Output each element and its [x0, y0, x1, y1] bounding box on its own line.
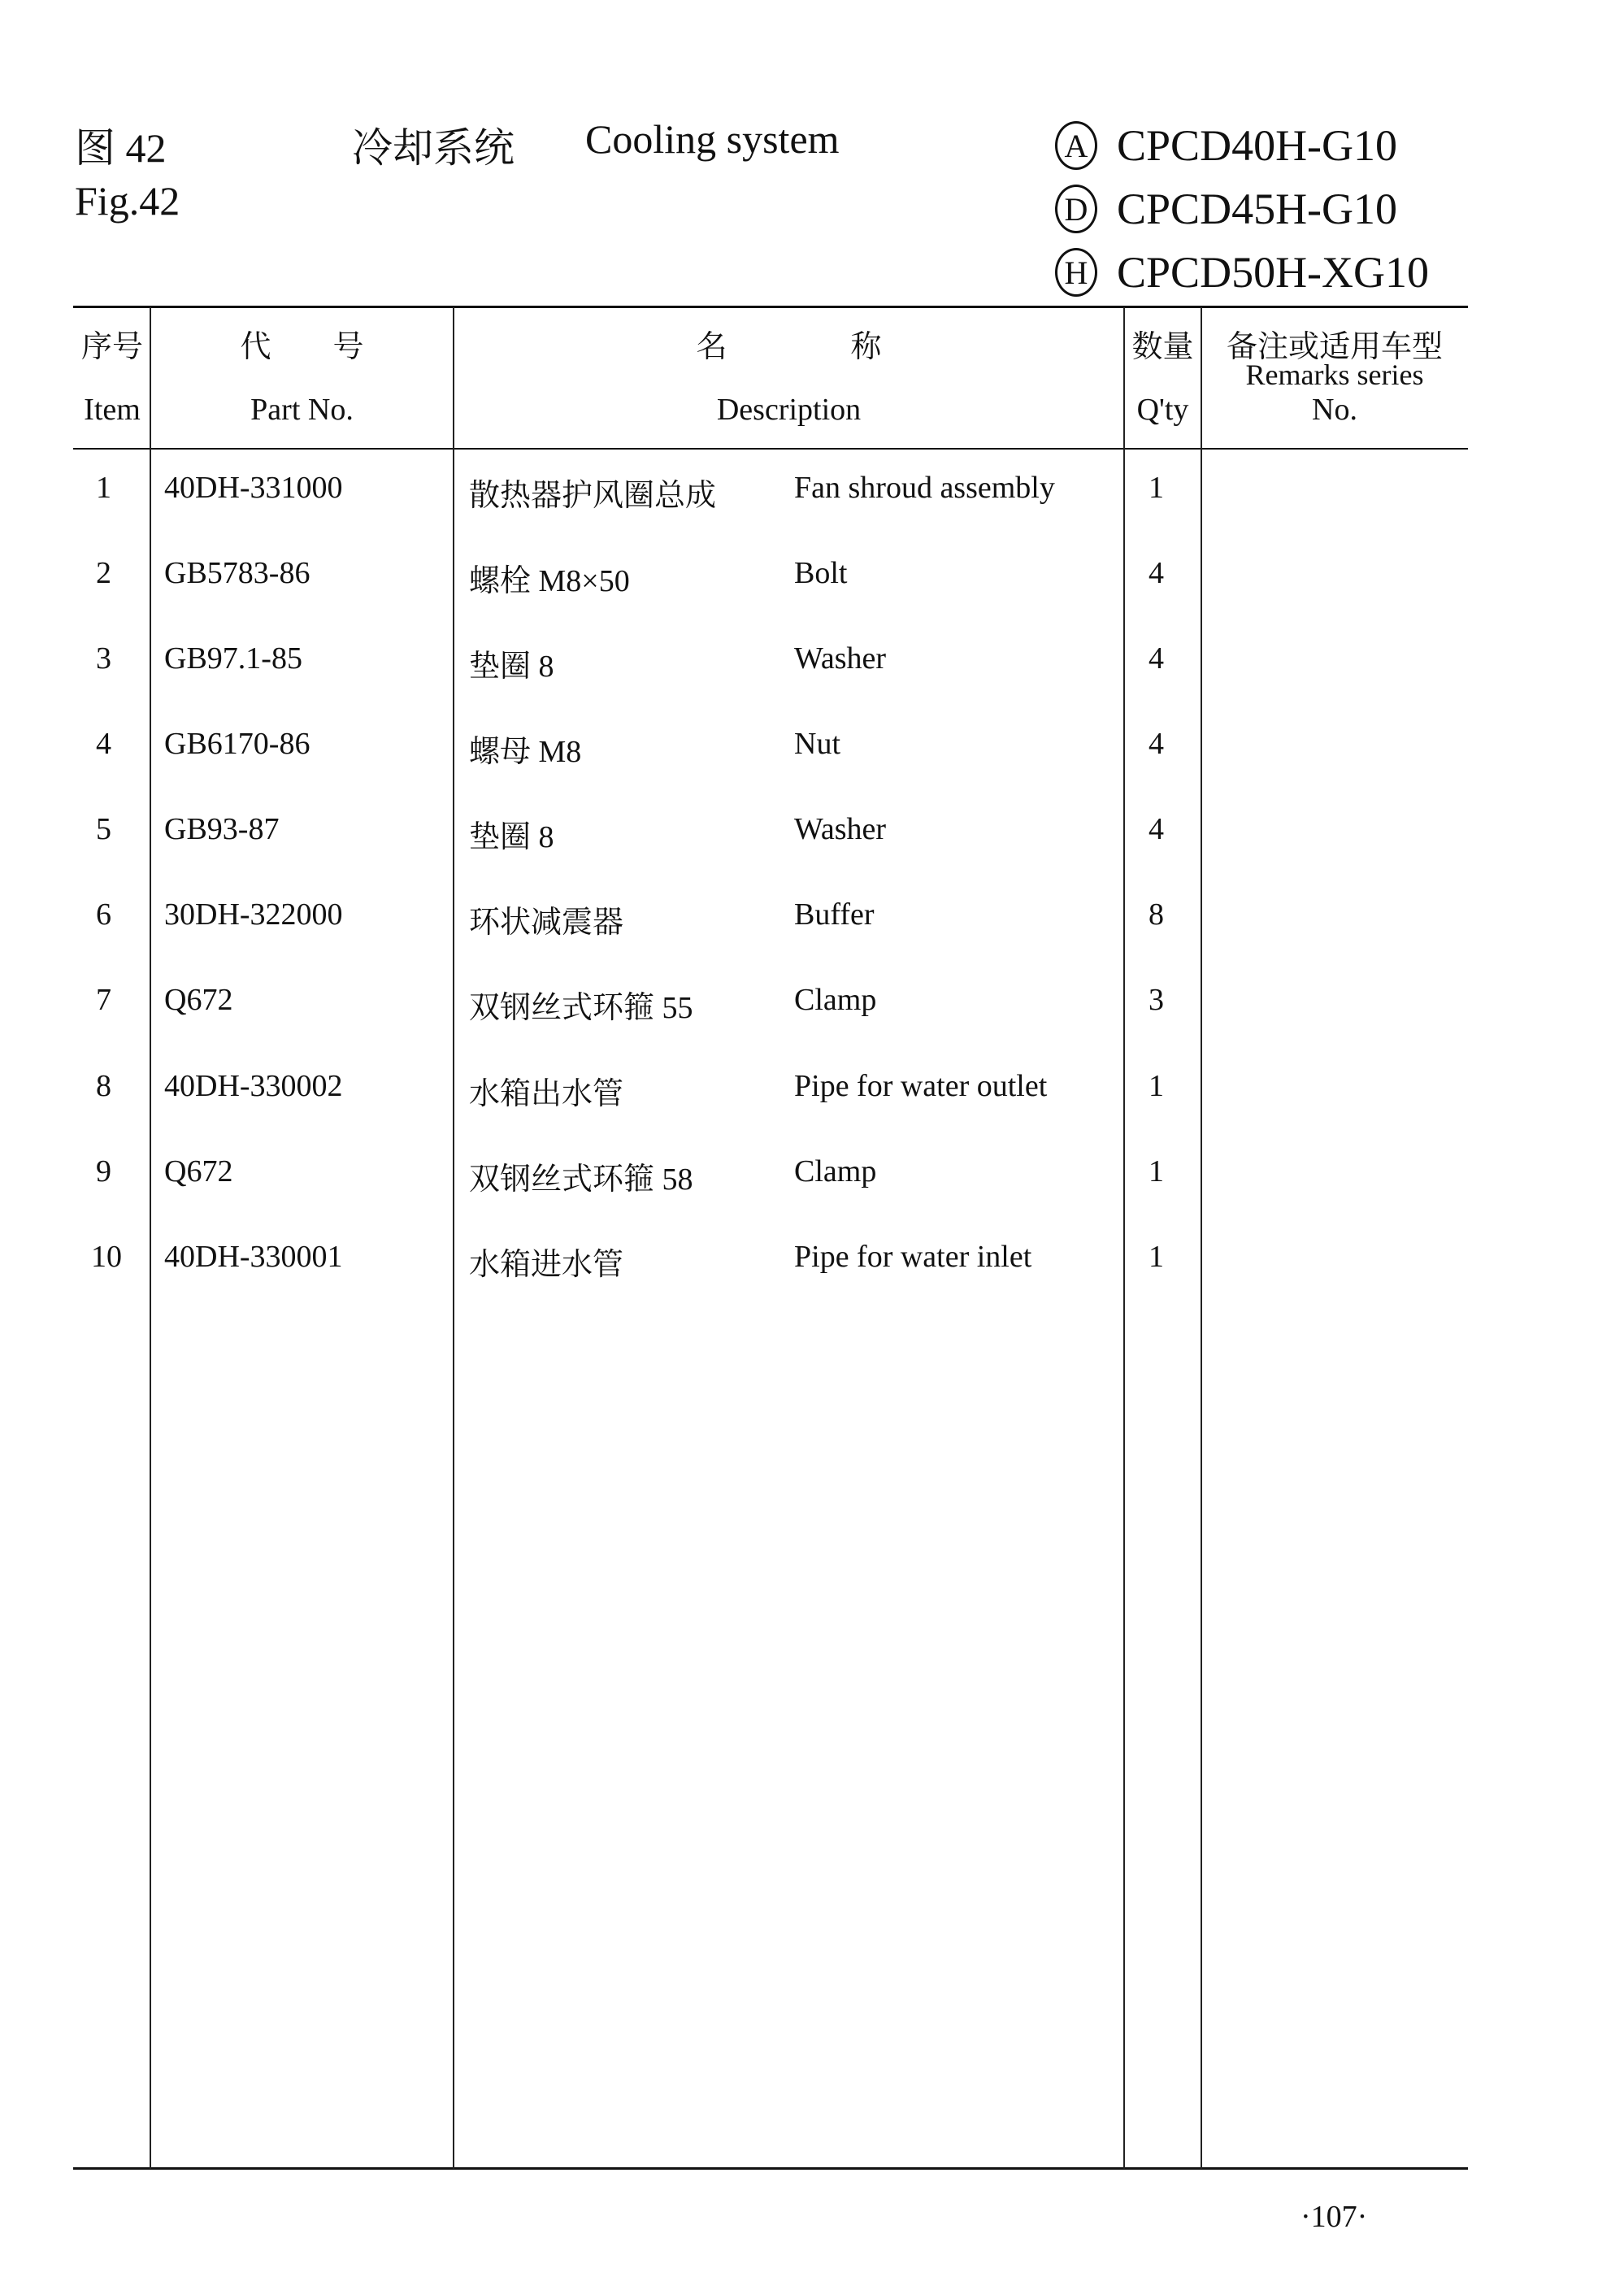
- qty-cell: 4: [1149, 812, 1164, 846]
- part-no-cell: GB5783-86: [164, 556, 310, 590]
- desc-cn-cell: 螺母 M8: [469, 735, 582, 769]
- desc-cn-cell: 水箱出水管: [469, 1077, 624, 1111]
- model-entry: [1055, 184, 1397, 234]
- desc-en-cell: Pipe for water inlet: [794, 1240, 1032, 1274]
- model-entry: [1055, 247, 1429, 298]
- qty-cell: 4: [1149, 727, 1164, 761]
- header-remarks-en-no: No.: [1312, 393, 1357, 427]
- part-no-cell: 40DH-330001: [164, 1240, 343, 1274]
- desc-en-cell: Buffer: [794, 897, 875, 932]
- table-bottom-border: [73, 2167, 1468, 2170]
- desc-en-cell: Pipe for water outlet: [794, 1069, 1048, 1103]
- header-item-en: Item: [84, 393, 141, 427]
- item-cell: 7: [96, 983, 111, 1017]
- column-divider: [1123, 307, 1125, 2169]
- header-description-en: Description: [716, 393, 862, 427]
- qty-cell: 4: [1149, 556, 1164, 590]
- column-divider: [1201, 307, 1202, 2169]
- desc-cn-cell: 螺栓 M8×50: [469, 564, 630, 598]
- header-remarks-en: Remarks series: [1245, 358, 1424, 391]
- table-top-border: [73, 306, 1468, 308]
- header-description-cn: 名 称: [696, 330, 882, 364]
- desc-en-cell: Fan shroud assembly: [794, 471, 1055, 505]
- desc-cn-cell: 水箱进水管: [469, 1248, 624, 1282]
- desc-cn-cell: 垫圈 8: [469, 650, 554, 684]
- item-cell: 1: [96, 471, 111, 505]
- qty-cell: 1: [1149, 1069, 1164, 1103]
- header-qty-cn: 数量: [1131, 330, 1194, 364]
- section-title-en: Cooling system: [585, 116, 840, 162]
- qty-cell: 1: [1149, 471, 1164, 505]
- model-name: CPCD45H-G10: [1117, 185, 1398, 233]
- desc-cn-cell: 双钢丝式环箍 58: [469, 1162, 693, 1197]
- desc-en-cell: Clamp: [794, 983, 877, 1017]
- circled-letter-icon: H: [1055, 248, 1097, 297]
- item-cell: 10: [91, 1240, 122, 1274]
- qty-cell: 1: [1149, 1240, 1164, 1274]
- model-entry: [1055, 120, 1397, 171]
- header-part-no-cn: 代 号: [240, 330, 364, 364]
- item-cell: 3: [96, 641, 111, 676]
- part-no-cell: GB6170-86: [164, 727, 310, 761]
- desc-en-cell: Washer: [794, 812, 886, 846]
- qty-cell: 4: [1149, 641, 1164, 676]
- desc-cn-cell: 垫圈 8: [469, 820, 554, 854]
- part-no-cell: GB97.1-85: [164, 641, 302, 676]
- desc-en-cell: Nut: [794, 727, 840, 761]
- header-remarks-cn: 备注或适用车型: [1226, 330, 1443, 364]
- desc-cn-cell: 环状减震器: [469, 906, 624, 940]
- column-divider: [453, 307, 454, 2169]
- circled-letter-icon: D: [1055, 185, 1097, 233]
- qty-cell: 8: [1149, 897, 1164, 932]
- header-item-cn: 序号: [80, 330, 143, 364]
- header-part-no-en: Part No.: [250, 393, 354, 427]
- model-name: CPCD50H-XG10: [1117, 248, 1430, 297]
- item-cell: 9: [96, 1154, 111, 1188]
- part-no-cell: 30DH-322000: [164, 897, 343, 932]
- figure-number-cn: 图 42: [75, 125, 167, 171]
- desc-en-cell: Bolt: [794, 556, 848, 590]
- qty-cell: 1: [1149, 1154, 1164, 1188]
- column-divider: [150, 307, 151, 2169]
- qty-cell: 3: [1149, 983, 1164, 1017]
- item-cell: 4: [96, 727, 111, 761]
- page-number: ·107·: [1301, 2200, 1368, 2234]
- item-cell: 5: [96, 812, 111, 846]
- part-no-cell: Q672: [164, 983, 233, 1017]
- header-divider: [73, 448, 1468, 450]
- item-cell: 6: [96, 897, 111, 932]
- item-cell: 8: [96, 1069, 111, 1103]
- desc-en-cell: Clamp: [794, 1154, 877, 1188]
- model-name: CPCD40H-G10: [1117, 121, 1398, 170]
- desc-en-cell: Washer: [794, 641, 886, 676]
- desc-cn-cell: 散热器护风圈总成: [469, 479, 717, 513]
- part-no-cell: 40DH-331000: [164, 471, 343, 505]
- part-no-cell: Q672: [164, 1154, 233, 1188]
- desc-cn-cell: 双钢丝式环箍 55: [469, 991, 693, 1025]
- item-cell: 2: [96, 556, 111, 590]
- figure-number-en: Fig.42: [75, 178, 180, 224]
- part-no-cell: GB93-87: [164, 812, 280, 846]
- section-title-cn: 冷却系统: [352, 125, 515, 171]
- circled-letter-icon: A: [1055, 121, 1097, 170]
- part-no-cell: 40DH-330002: [164, 1069, 343, 1103]
- header-qty-en: Q'ty: [1136, 393, 1189, 427]
